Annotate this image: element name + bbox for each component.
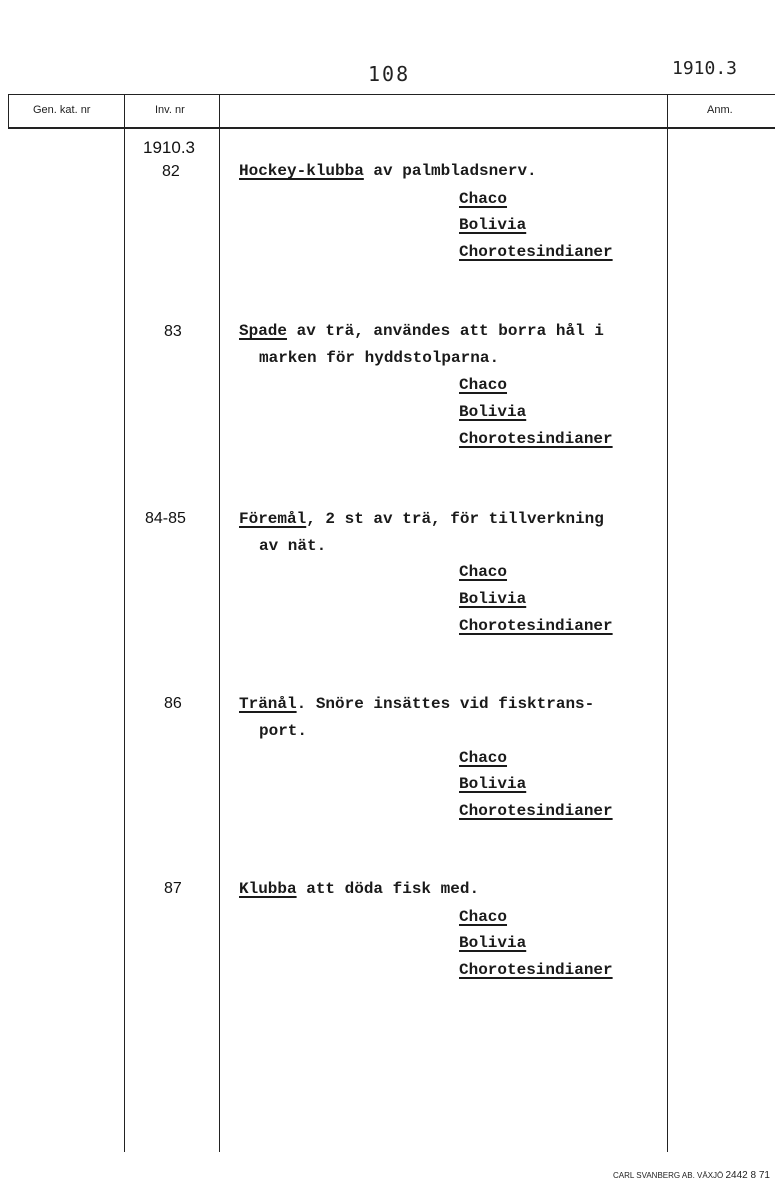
entry-description-continuation: av nät.	[259, 537, 327, 555]
column-header-inv-nr: Inv. nr	[155, 104, 185, 116]
entry-description	[239, 880, 479, 898]
column-header-anm: Anm.	[707, 104, 733, 116]
entry-description-continuation: port.	[259, 722, 308, 740]
entry-text: av trä, användes att borra hål i	[287, 322, 604, 340]
entry-people: Chorotesindianer	[459, 430, 613, 448]
column-divider-inv-desc	[219, 94, 220, 1152]
entry-people: Chorotesindianer	[459, 961, 613, 979]
entry-title: Föremål	[239, 510, 307, 528]
inv-number: 84-85	[145, 510, 186, 527]
entry-text: , 2 st av trä, för tillverkning	[306, 510, 604, 528]
entry-description	[239, 695, 594, 713]
entry-description-continuation: marken för hyddstolparna.	[259, 349, 500, 367]
entry-region: Chaco	[459, 908, 508, 926]
column-divider-desc-anm	[667, 94, 668, 1152]
column-divider-left	[8, 94, 9, 128]
entry-country: Bolivia	[459, 775, 527, 793]
entry-text: att döda fisk med.	[296, 880, 480, 898]
entry-region: Chaco	[459, 190, 508, 208]
entry-people: Chorotesindianer	[459, 243, 613, 261]
entry-region: Chaco	[459, 749, 508, 767]
printer-name: CARL SVANBERG AB. VÄXJÖ	[613, 1171, 724, 1180]
column-header-gen-kat-nr: Gen. kat. nr	[33, 104, 91, 116]
entry-country: Bolivia	[459, 590, 527, 608]
entry-text: av palmbladsnerv.	[363, 162, 537, 180]
entry-description	[239, 162, 537, 180]
entry-region: Chaco	[459, 563, 508, 581]
entry-country: Bolivia	[459, 216, 527, 234]
entry-title: Hockey-klubba	[239, 162, 364, 180]
printer-imprint	[613, 1170, 770, 1181]
entry-description	[239, 510, 604, 528]
inv-number: 87	[164, 880, 182, 897]
form-codes: 2442 8 71	[725, 1170, 770, 1181]
entry-title: Spade	[239, 322, 288, 340]
inv-number: 82	[162, 163, 180, 180]
entry-people: Chorotesindianer	[459, 802, 613, 820]
entry-region: Chaco	[459, 376, 508, 394]
inv-number: 83	[164, 323, 182, 340]
entry-description	[239, 322, 604, 340]
entry-people: Chorotesindianer	[459, 617, 613, 635]
entry-country: Bolivia	[459, 403, 527, 421]
inv-series-label: 1910.3	[143, 138, 195, 157]
inv-number: 86	[164, 695, 182, 712]
entry-text: . Snöre insättes vid fisktrans-	[296, 695, 595, 713]
page-number: 108	[368, 62, 411, 86]
entry-country: Bolivia	[459, 934, 527, 952]
entry-title: Tränål	[239, 695, 297, 713]
column-divider-gen-inv	[124, 94, 125, 1152]
series-code: 1910.3	[672, 58, 738, 79]
entry-title: Klubba	[239, 880, 297, 898]
